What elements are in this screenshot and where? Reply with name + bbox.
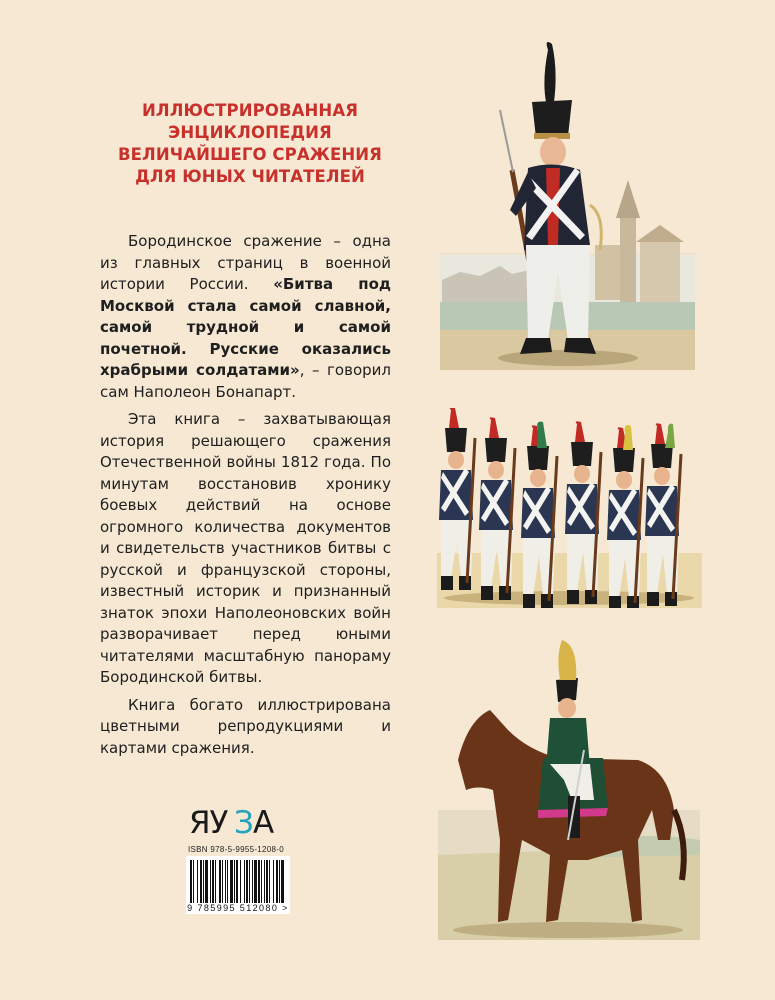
cover-headline — [100, 100, 400, 188]
isbn-barcode-block — [186, 845, 290, 914]
svg-text:З: З — [234, 805, 254, 840]
barcode-bar — [240, 860, 241, 904]
svg-text:А: А — [253, 805, 275, 840]
barcode-bar — [244, 860, 245, 904]
svg-text:ЯУ: ЯУ — [189, 805, 228, 840]
barcode-bar — [225, 860, 226, 904]
grenadier-illustration — [440, 40, 695, 370]
annotation-paragraph-2: Эта книга – захватывающая история решающего сражения Отечественной войны 1812 года. По минутам восстановив хронику боевых действий на основе огромного количества документов и свидетельств участников битвы с русской и французской стороны, известный историк и признанный знаток эпохи Наполеоновских войн разворачивает перед юными читателями масштабную панораму Бородинской битвы. — [100, 410, 391, 686]
isbn-label: ISBN 978-5-9955-1208-0 — [188, 845, 284, 854]
barcode-bar — [269, 860, 270, 904]
headline-line-3: ВЕЛИЧАЙШЕГО СРАЖЕНИЯ — [118, 145, 382, 164]
barcode-bar — [234, 860, 235, 904]
annotation-paragraph-1 — [100, 231, 391, 403]
barcode-bar — [249, 860, 250, 904]
barcode-bar — [254, 860, 257, 904]
headline-line-1: ИЛЛЮСТРИРОВАННАЯ — [141, 101, 358, 120]
headline-line-4: ДЛЯ ЮНЫХ ЧИТАТЕЛЕЙ — [135, 167, 365, 186]
barcode — [186, 856, 290, 914]
barcode-bar — [193, 860, 194, 904]
annotation-paragraph-3: Книга богато иллюстрирована цветными репродукциями и картами сражения. — [100, 695, 391, 757]
barcode-bars — [190, 860, 286, 904]
barcode-bar — [200, 860, 202, 904]
napoleon-quote: «Битва под Москвой стала самой славной, самой трудной и самой почетной. Русские оказались храбрыми солдатами» — [100, 275, 391, 379]
publisher-logo — [189, 800, 279, 840]
annotation-text — [100, 231, 391, 759]
barcode-bar — [227, 860, 228, 904]
barcode-bar — [264, 860, 265, 904]
infantry-row-illustration — [437, 408, 702, 608]
barcode-bar — [252, 860, 253, 904]
barcode-bar — [212, 860, 214, 904]
cavalry-officer-illustration — [438, 640, 700, 940]
barcode-digits: 9 785995 512080 > — [187, 903, 289, 913]
barcode-bar — [236, 860, 238, 904]
barcode-bar — [210, 860, 211, 904]
barcode-bar — [246, 860, 248, 904]
paragraph-1-intro: Бородинское сражение – одна из главных страниц в военной истории России. — [100, 232, 391, 293]
barcode-bar — [190, 860, 192, 904]
barcode-bar — [279, 860, 280, 904]
barcode-bar — [203, 860, 204, 904]
paragraph-1-attribution: , – говорил сам Наполеон Бонапарт. — [100, 361, 391, 401]
barcode-bar — [276, 860, 278, 904]
barcode-bar — [258, 860, 260, 904]
barcode-bar — [222, 860, 223, 904]
headline-line-2: ЭНЦИКЛОПЕДИЯ — [168, 123, 332, 142]
barcode-bar — [205, 860, 208, 904]
barcode-bar — [230, 860, 233, 904]
barcode-bar — [219, 860, 221, 904]
barcode-bar — [281, 860, 284, 904]
barcode-bar — [261, 860, 262, 904]
barcode-bar — [215, 860, 216, 904]
barcode-bar — [273, 860, 274, 904]
barcode-bar — [266, 860, 268, 904]
barcode-bar — [197, 860, 198, 904]
